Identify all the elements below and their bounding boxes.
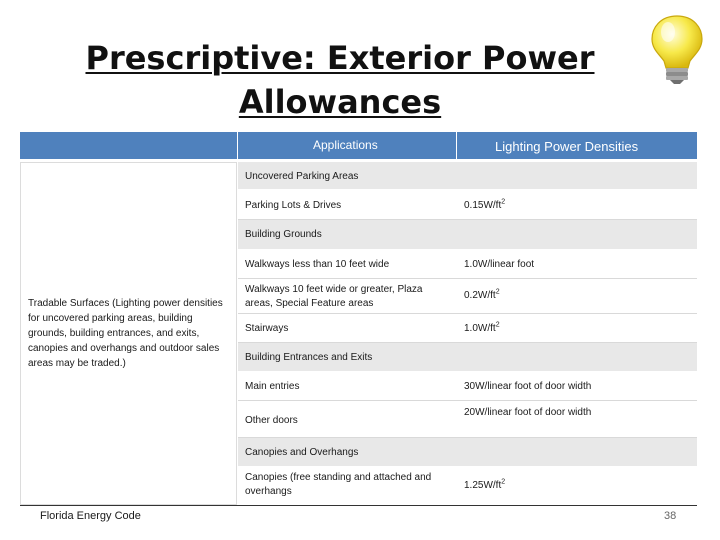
table-row: Walkways less than 10 feet wide 1.0W/linear foot <box>238 250 697 279</box>
table-header-lighting-power-densities: Lighting Power Densities <box>457 132 697 160</box>
lightbulb-icon <box>648 12 706 86</box>
section-row-canopies: Canopies and Overhangs <box>238 438 697 467</box>
tradable-surfaces-cell <box>20 162 237 505</box>
table-row: Canopies (free standing and attached and overhangs $1.25W/ft^2$ <box>238 467 697 505</box>
section-row-uncovered-parking: Uncovered Parking Areas <box>238 162 697 190</box>
table-row: Main entries 30W/linear foot of door width <box>238 372 697 401</box>
section-row-building-entrances: Building Entrances and Exits <box>238 343 697 372</box>
table-header-applications: Applications <box>238 132 456 160</box>
footer-text: Florida Energy Code <box>40 510 141 522</box>
table-row: Other doors 20W/linear foot of door width <box>238 401 697 438</box>
table-row: Walkways 10 feet wide or greater, Plaza areas, Special Feature areas $0.2W/ft^2$ <box>238 279 697 314</box>
slide-title: Prescriptive: Exterior Power Allowances <box>85 39 595 121</box>
table-row: Stairways $1.0W/ft^2$ <box>238 314 697 343</box>
table-header-blank <box>20 132 237 160</box>
page-number: 38 <box>664 510 677 522</box>
tradable-surfaces-text: Tradable Surfaces (Lighting power densities for uncovered parking areas, building grounds, building entrances, and exits, canopies and overhangs and outdoor sales areas may be traded.) <box>28 298 223 369</box>
section-row-building-grounds: Building Grounds <box>238 220 697 250</box>
table-row: Parking Lots & Drives $0.15W/ft^2$ <box>238 191 697 220</box>
table-bottom-border <box>20 505 697 506</box>
